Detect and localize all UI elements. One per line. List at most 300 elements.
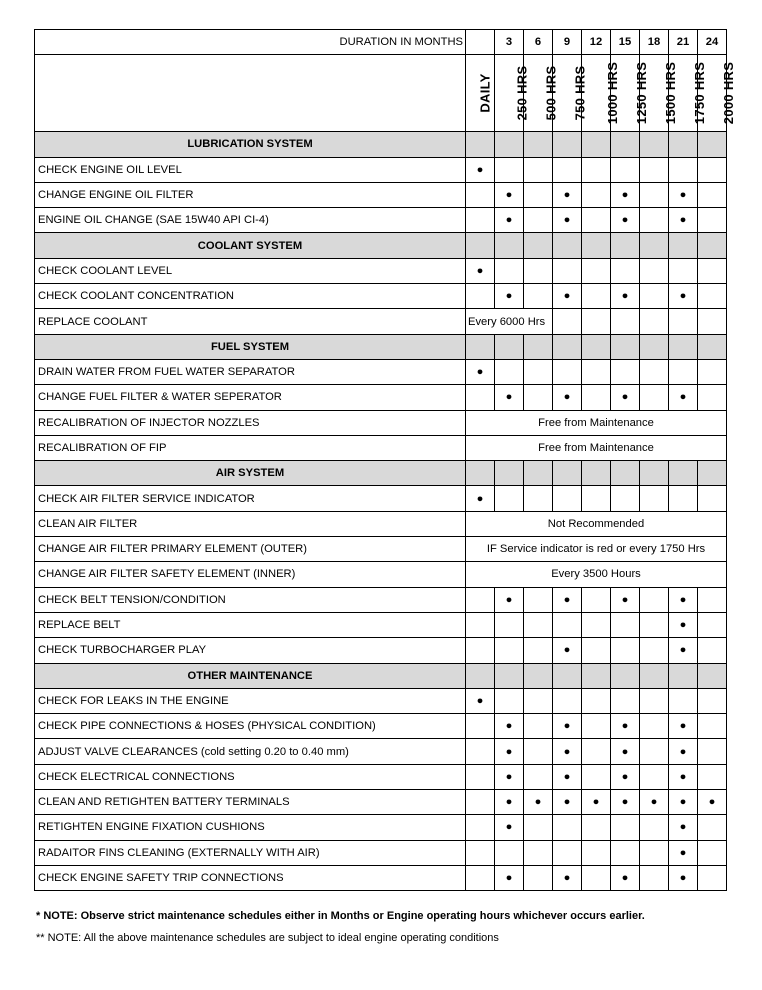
schedule-cell xyxy=(582,309,611,334)
schedule-cell xyxy=(524,258,553,283)
schedule-cell xyxy=(524,688,553,713)
section-blank-cell xyxy=(524,334,553,359)
schedule-cell xyxy=(669,688,698,713)
schedule-cell xyxy=(524,208,553,233)
task-label: CLEAN AIR FILTER xyxy=(35,511,466,536)
section-blank-cell xyxy=(582,334,611,359)
schedule-dot: ● xyxy=(553,182,582,207)
schedule-cell xyxy=(698,612,727,637)
section-blank-cell xyxy=(669,461,698,486)
schedule-dot: ● xyxy=(553,587,582,612)
month-header: 24 xyxy=(698,30,727,55)
schedule-cell xyxy=(698,208,727,233)
table-row xyxy=(35,587,727,612)
section-blank-cell xyxy=(640,461,669,486)
interval-label: 1500 HRS xyxy=(663,61,679,124)
table-row xyxy=(35,309,727,334)
schedule-dot: ● xyxy=(495,208,524,233)
duration-label: DURATION IN MONTHS xyxy=(35,30,466,55)
schedule-dot: ● xyxy=(495,714,524,739)
section-blank-cell xyxy=(553,132,582,157)
task-label: CHECK COOLANT LEVEL xyxy=(35,258,466,283)
schedule-cell xyxy=(524,385,553,410)
schedule-cell xyxy=(466,587,495,612)
section-blank-cell xyxy=(669,233,698,258)
section-blank-cell xyxy=(611,334,640,359)
footnote-2: ** NOTE: All the above maintenance schedules are subject to ideal engine operating conditions xyxy=(36,932,499,944)
section-blank-cell xyxy=(495,461,524,486)
schedule-cell xyxy=(553,157,582,182)
section-blank-cell xyxy=(640,663,669,688)
month-header: 3 xyxy=(495,30,524,55)
schedule-cell xyxy=(495,486,524,511)
schedule-cell xyxy=(524,714,553,739)
schedule-cell xyxy=(582,739,611,764)
section-blank-cell xyxy=(553,663,582,688)
schedule-cell xyxy=(698,359,727,384)
schedule-cell xyxy=(495,612,524,637)
schedule-dot: ● xyxy=(611,865,640,890)
schedule-cell xyxy=(640,385,669,410)
section-blank-cell xyxy=(698,132,727,157)
section-blank-cell xyxy=(553,334,582,359)
schedule-cell xyxy=(466,638,495,663)
schedule-cell xyxy=(553,258,582,283)
table-row xyxy=(35,764,727,789)
table-row xyxy=(35,511,727,536)
schedule-dot: ● xyxy=(669,840,698,865)
section-title: LUBRICATION SYSTEM xyxy=(35,132,466,157)
schedule-cell xyxy=(611,309,640,334)
schedule-dot: ● xyxy=(669,790,698,815)
schedule-cell xyxy=(582,182,611,207)
task-label: CHECK COOLANT CONCENTRATION xyxy=(35,284,466,309)
schedule-cell xyxy=(524,486,553,511)
schedule-cell xyxy=(640,612,669,637)
interval-label: 750 HRS xyxy=(572,65,588,121)
schedule-dot: ● xyxy=(495,587,524,612)
task-label: RADAITOR FINS CLEANING (EXTERNALLY WITH AIR) xyxy=(35,840,466,865)
task-label: CHECK FOR LEAKS IN THE ENGINE xyxy=(35,688,466,713)
interval-header xyxy=(698,55,737,132)
schedule-cell xyxy=(640,587,669,612)
schedule-cell xyxy=(466,865,495,890)
schedule-cell xyxy=(611,258,640,283)
section-blank-cell xyxy=(582,461,611,486)
schedule-dot: ● xyxy=(553,385,582,410)
table-row xyxy=(35,410,727,435)
schedule-cell xyxy=(698,714,727,739)
schedule-cell xyxy=(669,486,698,511)
task-label: ENGINE OIL CHANGE (SAE 15W40 API CI-4) xyxy=(35,208,466,233)
schedule-dot: ● xyxy=(611,714,640,739)
schedule-cell xyxy=(524,157,553,182)
schedule-cell xyxy=(553,359,582,384)
schedule-cell xyxy=(466,739,495,764)
interval-header xyxy=(466,55,495,132)
section-blank-cell xyxy=(611,663,640,688)
section-blank-cell xyxy=(495,663,524,688)
months-header-row xyxy=(35,30,727,55)
schedule-dot: ● xyxy=(495,385,524,410)
interval-label: 1000 HRS xyxy=(605,61,621,124)
task-label: CHANGE AIR FILTER SAFETY ELEMENT (INNER) xyxy=(35,562,466,587)
maintenance-schedule-table xyxy=(34,29,737,891)
section-blank-cell xyxy=(640,132,669,157)
table-row xyxy=(35,790,727,815)
schedule-cell xyxy=(698,157,727,182)
schedule-cell xyxy=(495,840,524,865)
schedule-cell xyxy=(698,258,727,283)
task-label: CHANGE FUEL FILTER & WATER SEPERATOR xyxy=(35,385,466,410)
month-header: 6 xyxy=(524,30,553,55)
schedule-cell xyxy=(611,157,640,182)
schedule-cell xyxy=(524,815,553,840)
schedule-cell xyxy=(582,208,611,233)
schedule-note: Every 3500 Hours xyxy=(466,562,727,587)
schedule-note: Free from Maintenance xyxy=(466,435,727,460)
schedule-note: Not Recommended xyxy=(466,511,727,536)
schedule-cell xyxy=(669,309,698,334)
schedule-dot: ● xyxy=(495,284,524,309)
schedule-dot: ● xyxy=(669,182,698,207)
section-header-row xyxy=(35,132,727,157)
table-row xyxy=(35,537,727,562)
schedule-dot: ● xyxy=(669,587,698,612)
section-blank-cell xyxy=(553,233,582,258)
section-blank-cell xyxy=(669,132,698,157)
section-header-row xyxy=(35,334,727,359)
schedule-cell xyxy=(582,815,611,840)
schedule-cell xyxy=(640,309,669,334)
schedule-dot: ● xyxy=(669,208,698,233)
schedule-cell xyxy=(466,815,495,840)
schedule-cell xyxy=(582,688,611,713)
schedule-note: Free from Maintenance xyxy=(466,410,727,435)
schedule-cell xyxy=(669,157,698,182)
task-label: CHECK ENGINE SAFETY TRIP CONNECTIONS xyxy=(35,865,466,890)
table-row xyxy=(35,435,727,460)
schedule-note: Every 6000 Hrs xyxy=(466,309,553,334)
schedule-cell xyxy=(611,688,640,713)
schedule-cell xyxy=(698,638,727,663)
schedule-cell xyxy=(640,486,669,511)
section-blank-cell xyxy=(698,334,727,359)
schedule-cell xyxy=(582,865,611,890)
month-header: 18 xyxy=(640,30,669,55)
table-row xyxy=(35,359,727,384)
schedule-dot: ● xyxy=(611,587,640,612)
schedule-cell xyxy=(582,840,611,865)
schedule-cell xyxy=(640,258,669,283)
section-blank-cell xyxy=(466,461,495,486)
section-blank-cell xyxy=(553,461,582,486)
section-header-row xyxy=(35,461,727,486)
interval-header xyxy=(524,55,559,132)
table-row xyxy=(35,486,727,511)
task-label: REPLACE COOLANT xyxy=(35,309,466,334)
footnote-1: * NOTE: Observe strict maintenance schedules either in Months or Engine operating hours whichever occurs earlier. xyxy=(36,910,645,922)
schedule-cell xyxy=(524,739,553,764)
task-label: CHECK BELT TENSION/CONDITION xyxy=(35,587,466,612)
schedule-cell xyxy=(698,739,727,764)
section-title: AIR SYSTEM xyxy=(35,461,466,486)
schedule-dot: ● xyxy=(669,612,698,637)
schedule-cell xyxy=(582,638,611,663)
schedule-cell xyxy=(524,840,553,865)
schedule-cell xyxy=(495,688,524,713)
schedule-dot: ● xyxy=(669,865,698,890)
schedule-cell xyxy=(582,587,611,612)
task-label: ADJUST VALVE CLEARANCES (cold setting 0.20 to 0.40 mm) xyxy=(35,739,466,764)
schedule-cell xyxy=(553,612,582,637)
schedule-dot: ● xyxy=(611,764,640,789)
schedule-cell xyxy=(466,385,495,410)
task-label: CHANGE ENGINE OIL FILTER xyxy=(35,182,466,207)
schedule-cell xyxy=(524,865,553,890)
schedule-cell xyxy=(698,815,727,840)
schedule-cell xyxy=(640,688,669,713)
section-title: OTHER MAINTENANCE xyxy=(35,663,466,688)
task-label: REPLACE BELT xyxy=(35,612,466,637)
schedule-cell xyxy=(640,739,669,764)
table-row xyxy=(35,815,727,840)
schedule-cell xyxy=(582,258,611,283)
schedule-cell xyxy=(640,208,669,233)
schedule-dot: ● xyxy=(698,790,727,815)
schedule-cell xyxy=(495,638,524,663)
interval-header xyxy=(669,55,708,132)
schedule-cell xyxy=(495,359,524,384)
schedule-dot: ● xyxy=(640,790,669,815)
schedule-cell xyxy=(640,284,669,309)
table-row xyxy=(35,688,727,713)
schedule-cell xyxy=(640,840,669,865)
schedule-cell xyxy=(698,688,727,713)
section-blank-cell xyxy=(495,233,524,258)
schedule-dot: ● xyxy=(669,764,698,789)
schedule-cell xyxy=(495,258,524,283)
schedule-dot: ● xyxy=(553,284,582,309)
schedule-cell xyxy=(669,258,698,283)
section-blank-cell xyxy=(582,663,611,688)
interval-header xyxy=(582,55,621,132)
interval-label: 500 HRS xyxy=(543,65,559,121)
schedule-dot: ● xyxy=(669,714,698,739)
section-blank-cell xyxy=(495,334,524,359)
section-blank-cell xyxy=(698,461,727,486)
schedule-dot: ● xyxy=(466,258,495,283)
section-header-row xyxy=(35,233,727,258)
schedule-cell xyxy=(524,587,553,612)
schedule-cell xyxy=(553,815,582,840)
schedule-cell xyxy=(466,714,495,739)
schedule-cell xyxy=(611,486,640,511)
schedule-cell xyxy=(640,815,669,840)
schedule-dot: ● xyxy=(611,739,640,764)
schedule-cell xyxy=(524,359,553,384)
schedule-dot: ● xyxy=(495,790,524,815)
schedule-dot: ● xyxy=(553,764,582,789)
schedule-cell xyxy=(582,612,611,637)
table-row xyxy=(35,739,727,764)
schedule-cell xyxy=(669,359,698,384)
schedule-dot: ● xyxy=(669,739,698,764)
section-blank-cell xyxy=(524,663,553,688)
section-blank-cell xyxy=(611,132,640,157)
schedule-dot: ● xyxy=(466,688,495,713)
section-blank-cell xyxy=(466,233,495,258)
schedule-cell xyxy=(553,486,582,511)
task-label: CHECK AIR FILTER SERVICE INDICATOR xyxy=(35,486,466,511)
schedule-cell xyxy=(698,840,727,865)
schedule-cell xyxy=(640,157,669,182)
schedule-dot: ● xyxy=(611,208,640,233)
month-header xyxy=(466,30,495,55)
schedule-cell xyxy=(698,865,727,890)
schedule-cell xyxy=(582,284,611,309)
schedule-cell xyxy=(495,157,524,182)
schedule-cell xyxy=(640,182,669,207)
table-row xyxy=(35,385,727,410)
schedule-cell xyxy=(611,359,640,384)
schedule-cell xyxy=(524,284,553,309)
schedule-cell xyxy=(698,587,727,612)
schedule-dot: ● xyxy=(669,284,698,309)
schedule-cell xyxy=(466,790,495,815)
schedule-cell xyxy=(524,612,553,637)
schedule-dot: ● xyxy=(495,815,524,840)
table-row xyxy=(35,182,727,207)
section-blank-cell xyxy=(698,233,727,258)
schedule-cell xyxy=(466,208,495,233)
schedule-dot: ● xyxy=(553,208,582,233)
schedule-dot: ● xyxy=(669,638,698,663)
schedule-dot: ● xyxy=(553,790,582,815)
table-row xyxy=(35,714,727,739)
interval-header xyxy=(640,55,679,132)
schedule-dot: ● xyxy=(466,157,495,182)
task-label: CLEAN AND RETIGHTEN BATTERY TERMINALS xyxy=(35,790,466,815)
schedule-dot: ● xyxy=(466,486,495,511)
task-label: CHECK PIPE CONNECTIONS & HOSES (PHYSICAL CONDITION) xyxy=(35,714,466,739)
schedule-cell xyxy=(466,764,495,789)
schedule-cell xyxy=(611,815,640,840)
schedule-cell xyxy=(640,638,669,663)
schedule-cell xyxy=(553,688,582,713)
schedule-cell xyxy=(466,840,495,865)
section-blank-cell xyxy=(524,233,553,258)
interval-label: DAILY xyxy=(477,73,493,113)
schedule-cell xyxy=(524,182,553,207)
schedule-cell xyxy=(698,182,727,207)
interval-header-blank xyxy=(35,55,466,132)
schedule-cell xyxy=(553,840,582,865)
schedule-dot: ● xyxy=(553,865,582,890)
schedule-cell xyxy=(640,764,669,789)
section-title: FUEL SYSTEM xyxy=(35,334,466,359)
section-blank-cell xyxy=(611,461,640,486)
schedule-cell xyxy=(698,486,727,511)
section-blank-cell xyxy=(524,132,553,157)
schedule-note: IF Service indicator is red or every 1750 Hrs xyxy=(466,537,727,562)
schedule-dot: ● xyxy=(524,790,553,815)
schedule-dot: ● xyxy=(611,182,640,207)
schedule-dot: ● xyxy=(553,739,582,764)
schedule-dot: ● xyxy=(495,182,524,207)
schedule-cell xyxy=(466,612,495,637)
interval-label: 1750 HRS xyxy=(692,61,708,124)
section-blank-cell xyxy=(466,132,495,157)
schedule-cell xyxy=(698,385,727,410)
schedule-cell xyxy=(640,714,669,739)
section-blank-cell xyxy=(466,334,495,359)
table-row xyxy=(35,208,727,233)
schedule-cell xyxy=(524,764,553,789)
section-blank-cell xyxy=(582,233,611,258)
schedule-cell xyxy=(582,714,611,739)
interval-header-row xyxy=(35,55,727,132)
schedule-cell xyxy=(582,764,611,789)
schedule-dot: ● xyxy=(669,815,698,840)
table-row xyxy=(35,258,727,283)
interval-header xyxy=(611,55,650,132)
task-label: CHECK TURBOCHARGER PLAY xyxy=(35,638,466,663)
schedule-cell xyxy=(582,385,611,410)
task-label: RETIGHTEN ENGINE FIXATION CUSHIONS xyxy=(35,815,466,840)
section-blank-cell xyxy=(669,663,698,688)
footnotes xyxy=(36,905,645,949)
task-label: CHECK ENGINE OIL LEVEL xyxy=(35,157,466,182)
schedule-dot: ● xyxy=(611,790,640,815)
section-blank-cell xyxy=(466,663,495,688)
task-label: CHECK ELECTRICAL CONNECTIONS xyxy=(35,764,466,789)
table-row xyxy=(35,638,727,663)
table-row xyxy=(35,562,727,587)
section-blank-cell xyxy=(582,132,611,157)
schedule-cell xyxy=(582,157,611,182)
schedule-cell xyxy=(611,612,640,637)
table-row xyxy=(35,840,727,865)
month-header: 9 xyxy=(553,30,582,55)
task-label: CHANGE AIR FILTER PRIMARY ELEMENT (OUTER) xyxy=(35,537,466,562)
schedule-cell xyxy=(698,284,727,309)
schedule-cell xyxy=(698,309,727,334)
schedule-dot: ● xyxy=(611,284,640,309)
schedule-cell xyxy=(553,309,582,334)
section-blank-cell xyxy=(640,334,669,359)
interval-header xyxy=(495,55,530,132)
schedule-dot: ● xyxy=(553,714,582,739)
schedule-cell xyxy=(582,486,611,511)
schedule-cell xyxy=(466,284,495,309)
interval-label: 2000 HRS xyxy=(721,61,737,124)
month-header: 21 xyxy=(669,30,698,55)
table-row xyxy=(35,865,727,890)
schedule-dot: ● xyxy=(466,359,495,384)
interval-header xyxy=(553,55,588,132)
schedule-cell xyxy=(611,638,640,663)
schedule-cell xyxy=(582,359,611,384)
schedule-cell xyxy=(524,638,553,663)
section-blank-cell xyxy=(611,233,640,258)
section-blank-cell xyxy=(640,233,669,258)
schedule-cell xyxy=(640,359,669,384)
schedule-dot: ● xyxy=(495,764,524,789)
schedule-dot: ● xyxy=(669,385,698,410)
task-label: DRAIN WATER FROM FUEL WATER SEPARATOR xyxy=(35,359,466,384)
schedule-dot: ● xyxy=(553,638,582,663)
